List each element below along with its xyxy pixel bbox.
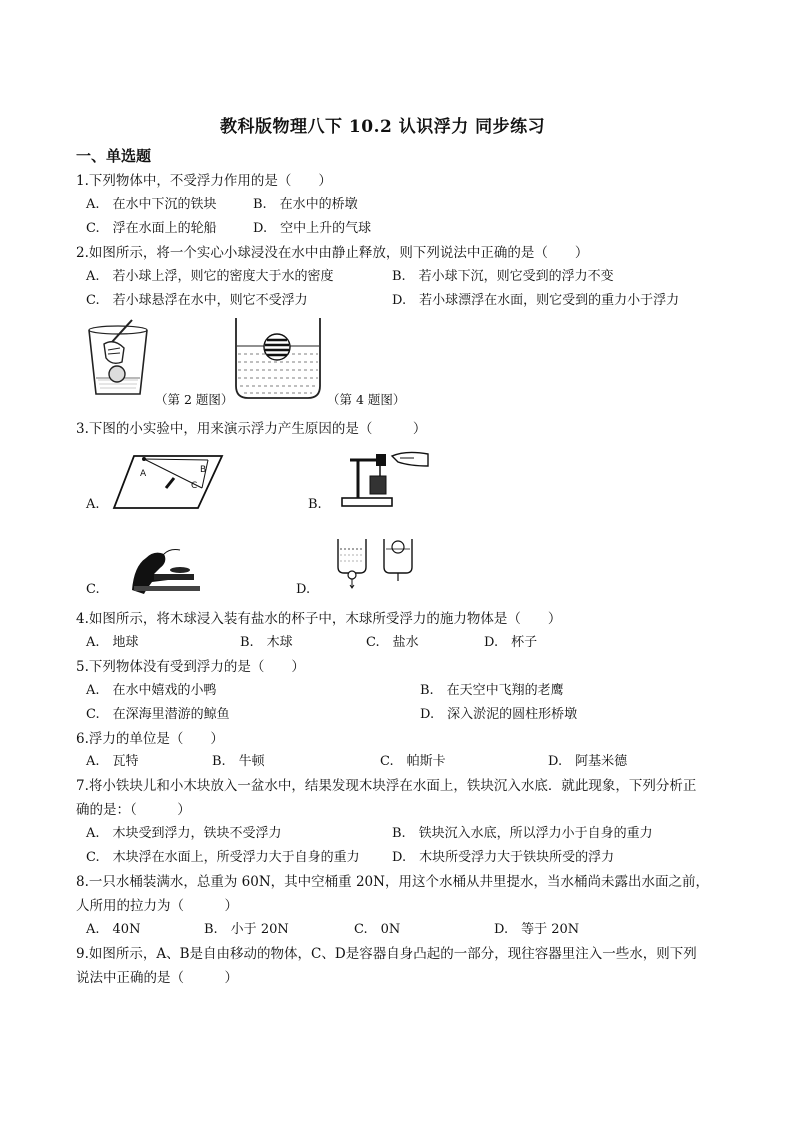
question-8-option-c: C. 0N: [354, 922, 401, 937]
question-3-figure-c: [124, 540, 204, 596]
question-9-stem-line-2: 说法中正确的是（ ）: [76, 970, 238, 986]
page-title: 教科版物理八下 10.2 认识浮力 同步练习: [220, 117, 546, 137]
figure-a-label-b: B: [200, 465, 207, 475]
question-3-figure-d: [334, 535, 414, 591]
question-7-option-a: A. 木块受到浮力，铁块不受浮力: [86, 826, 282, 841]
question-8-option-a: A. 40N: [86, 922, 141, 937]
question-3-figure-b: [336, 448, 432, 510]
question-4-option-b: B. 木球: [240, 635, 293, 650]
question-1-stem: 1.下列物体中，不受浮力作用的是（ ）: [76, 173, 332, 189]
question-3-figure-a: [112, 452, 224, 512]
question-6-option-a: A. 瓦特: [86, 754, 139, 769]
question-9-stem-line-1: 9.如图所示，A、B是自由移动的物体，C、D是容器自身凸起的一部分，现往容器里注入一些水，则下列: [76, 946, 697, 962]
question-7-option-d: D. 木块所受浮力大于铁块所受的浮力: [392, 850, 615, 865]
question-7-option-b: B. 铁块沉入水底，所以浮力小于自身的重力: [392, 826, 653, 841]
question-8-stem-line-1: 8.一只水桶装满水，总重为 60N，其中空桶重 20N，用这个水桶从井里提水，当水桶尚未露出水面之前，: [76, 874, 709, 890]
question-1-option-d: D. 空中上升的气球: [253, 221, 372, 236]
question-5-option-a: A. 在水中嬉戏的小鸭: [86, 683, 217, 698]
question-1-option-c: C. 浮在水面上的轮船: [86, 221, 217, 236]
question-3-option-c: C.: [86, 582, 100, 597]
question-1-option-b: B. 在水中的桥墩: [253, 197, 358, 212]
question-6-option-b: B. 牛顿: [212, 754, 265, 769]
question-6-option-c: C. 帕斯卡: [380, 754, 446, 769]
question-8-option-d: D. 等于 20N: [494, 922, 580, 937]
question-3-stem: 3.下图的小实验中，用来演示浮力产生原因的是（ ）: [76, 421, 427, 437]
question-3-option-b: B.: [308, 497, 322, 512]
question-1-option-a: A. 在水中下沉的铁块: [86, 197, 217, 212]
question-7-stem-line-2: 确的是：（ ）: [76, 802, 191, 818]
question-8-option-b: B. 小于 20N: [204, 922, 289, 937]
question-5-stem: 5.下列物体没有受到浮力的是（ ）: [76, 659, 305, 675]
figure-a-label-a: A: [140, 469, 147, 479]
question-2-option-c: C. 若小球悬浮在水中，则它不受浮力: [86, 293, 308, 308]
figure-a-label-c: C: [191, 481, 198, 491]
question-2-stem: 2.如图所示，将一个实心小球浸没在水中由静止释放，则下列说法中正确的是（ ）: [76, 245, 589, 261]
question-4-stem: 4.如图所示，将木球浸入装有盐水的杯子中，木球所受浮力的施力物体是（ ）: [76, 611, 562, 627]
question-4-option-c: C. 盐水: [366, 635, 419, 650]
container-with-ball-figure: [232, 316, 324, 402]
figure-2-caption: （第 2 题图）: [155, 392, 234, 407]
question-5-option-b: B. 在天空中飞翔的老鹰: [420, 683, 564, 698]
question-5-option-d: D. 深入淤泥的圆柱形桥墩: [420, 707, 578, 722]
question-4-option-a: A. 地球: [86, 635, 139, 650]
question-8-stem-line-2: 人所用的拉力为（ ）: [76, 898, 238, 914]
question-5-option-c: C. 在深海里潜游的鲸鱼: [86, 707, 230, 722]
question-7-stem-line-1: 7.将小铁块儿和小木块放入一盆水中，结果发现木块浮在水面上，铁块沉入水底．就此现象，下列分析正: [76, 778, 697, 794]
question-7-option-c: C. 木块浮在水面上，所受浮力大于自身的重力: [86, 850, 360, 865]
question-6-option-d: D. 阿基米德: [548, 754, 628, 769]
question-2-option-d: D. 若小球漂浮在水面，则它受到的重力小于浮力: [392, 293, 680, 308]
section-heading: 一、单选题: [76, 147, 152, 165]
figure-4-caption: （第 4 题图）: [327, 392, 406, 407]
cup-with-ball-figure: [84, 318, 154, 398]
question-2-option-a: A. 若小球上浮，则它的密度大于水的密度: [86, 269, 334, 284]
question-3-option-d: D.: [296, 582, 311, 597]
question-2-option-b: B. 若小球下沉，则它受到的浮力不变: [392, 269, 614, 284]
question-6-stem: 6.浮力的单位是（ ）: [76, 731, 224, 747]
question-3-option-a: A.: [86, 497, 100, 512]
question-4-option-d: D. 杯子: [484, 635, 538, 650]
